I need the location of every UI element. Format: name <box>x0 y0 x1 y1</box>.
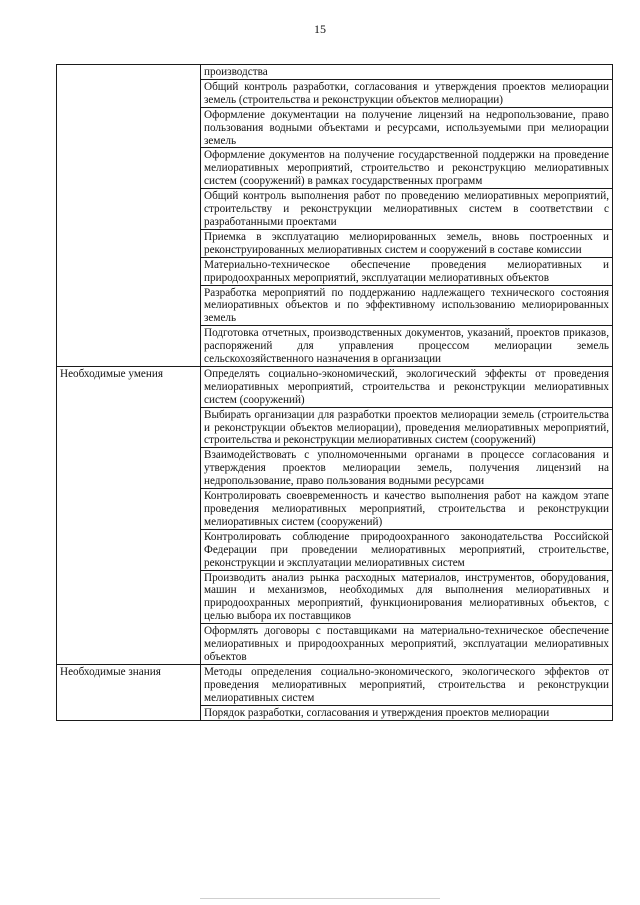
table-row <box>57 664 613 705</box>
requirements-table <box>56 64 613 721</box>
scan-edge-line <box>200 898 440 899</box>
requirement-item: Общий контроль разработки, согласования и утверждения проектов мелиорации земель (строительства и реконструкции объектов мелиорации) <box>201 79 613 107</box>
requirement-item: Материально-техническое обеспечение проведения мелиоративных и природоохранных мероприятий, эксплуатации мелиоративных объектов <box>201 257 613 285</box>
requirement-item: Производить анализ рынка расходных материалов, инструментов, оборудования, машин и механизмов, необходимых для выполнения мелиоративных и природоохранных мероприятий, функционирования мелиоративных объектов, с целью выбора их поставщиков <box>201 570 613 624</box>
requirement-item: Оформление документов на получение государственной поддержки на проведение мелиоративных мероприятий, строительство и реконструкцию мелиоративных систем (сооружений) в рамках государственных программ <box>201 148 613 189</box>
requirement-item: Выбирать организации для разработки проектов мелиорации земель (строительства и реконструкции объектов мелиорации), проведения мелиоративных мероприятий, строительства и реконструкции мелиоративных систем (сооружений) <box>201 407 613 448</box>
requirement-item: Приемка в эксплуатацию мелиорированных земель, вновь построенных и реконструированных мелиоративных систем и сооружений в составе комиссии <box>201 229 613 257</box>
requirement-item: Контролировать своевременность и качество выполнения работ на каждом этапе проведения мелиоративных мероприятий, строительства и реконструкции мелиоративных систем (сооружений) <box>201 489 613 530</box>
requirement-item: Оформление документации на получение лицензий на недропользование, право пользования водными объектами и ресурсами, используемыми при мелиорации земель <box>201 107 613 148</box>
requirement-item: Общий контроль выполнения работ по проведению мелиоративных мероприятий, строительству и реконструкции мелиоративных систем в соответствии с разработанными проектами <box>201 189 613 230</box>
requirement-item: Взаимодействовать с уполномоченными органами в процессе согласования и утверждения проектов мелиорации земель, получения лицензий на недропользование, право пользования водными ресурсами <box>201 448 613 489</box>
requirement-item: Порядок разработки, согласования и утверждения проектов мелиорации <box>201 705 613 720</box>
section-label <box>57 65 201 367</box>
requirement-item: Контролировать соблюдение природоохранного законодательства Российской Федерации при проведении мелиоративных мероприятий, строительстве, реконструкции и эксплуатации мелиоративных систем <box>201 529 613 570</box>
requirement-item: Оформлять договоры с поставщиками на материально-техническое обеспечение мелиоративных и природоохранных мероприятий, эксплуатации мелиоративных объектов <box>201 624 613 665</box>
requirement-item: Определять социально-экономический, экологический эффекты от проведения мелиоративных мероприятий, строительства и реконструкции мелиоративных систем (сооружений) <box>201 366 613 407</box>
requirement-item: производства <box>201 65 613 80</box>
table-body <box>57 65 613 721</box>
table-row <box>57 366 613 407</box>
requirement-item: Подготовка отчетных, производственных документов, указаний, проектов приказов, распоряжений для управления процессом мелиорации земель сельскохозяйственного назначения в организации <box>201 326 613 367</box>
section-label: Необходимые умения <box>57 366 201 664</box>
requirement-item: Методы определения социально-экономического, экологического эффектов от проведения мелиоративных мероприятий, строительства и реконструкции мелиоративных систем <box>201 664 613 705</box>
page-number: 15 <box>314 22 326 36</box>
section-label: Необходимые знания <box>57 664 201 720</box>
requirement-item: Разработка мероприятий по поддержанию надлежащего технического состояния мелиоративных объектов и по эффективному использованию мелиорированных земель <box>201 285 613 326</box>
table-row <box>57 65 613 80</box>
